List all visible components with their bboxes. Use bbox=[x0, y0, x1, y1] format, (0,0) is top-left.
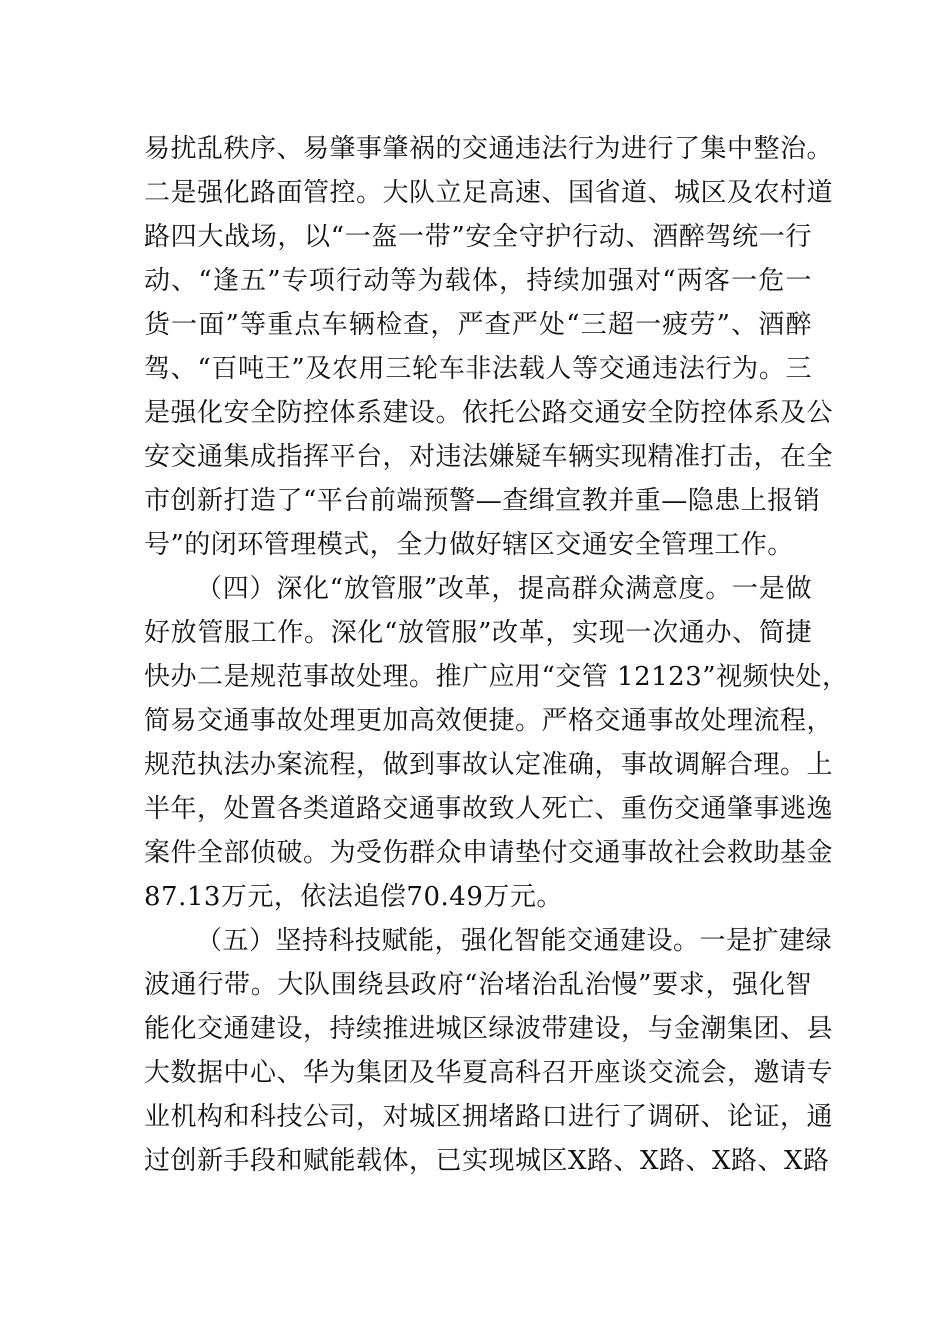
text-line: 动、“逢五”专项行动等为载体，持续加强对“两客一危一 bbox=[144, 266, 812, 296]
text-line: 路四大战场，以“一盔一带”安全守护行动、酒醉驾统一行 bbox=[144, 222, 812, 252]
text-line: 二是强化路面管控。大队立足高速、国省道、城区及农村道 bbox=[144, 178, 834, 208]
text-line: 大数据中心、华为集团及华夏高科召开座谈交流会，邀请专 bbox=[144, 1058, 834, 1088]
text-line: 规范执法办案流程，做到事故认定准确，事故调解合理。上 bbox=[144, 750, 834, 780]
text-line: 能化交通建设，持续推进城区绿波带建设，与金潮集团、县 bbox=[144, 1014, 834, 1044]
text-line: 易扰乱秩序、易肇事肇祸的交通违法行为进行了集中整治。 bbox=[144, 134, 834, 164]
text-line: 好放管服工作。深化“放管服”改革，实现一次通办、简捷 bbox=[144, 618, 812, 648]
section-heading-line: （五）坚持科技赋能，强化智能交通建设。一是扩建绿 bbox=[196, 926, 833, 956]
text-line: 简易交通事故处理更加高效便捷。严格交通事故处理流程， bbox=[144, 706, 834, 736]
text-line: 快办二是规范事故处理。推广应用“交管 12123”视频快处， bbox=[144, 662, 849, 692]
text-line: 驾、“百吨王”及农用三轮车非法载人等交通违法行为。三 bbox=[144, 354, 812, 384]
section-heading-line: （四）深化“放管服”改革，提高群众满意度。一是做 bbox=[196, 574, 812, 604]
text-line: 市创新打造了“平台前端预警—查缉宣教并重—隐患上报销 bbox=[144, 486, 821, 516]
text-line: 案件全部侦破。为受伤群众申请垫付交通事故社会救助基金 bbox=[144, 838, 834, 868]
text-line: 货一面”等重点车辆检查，严查严处“三超一疲劳”、酒醉 bbox=[144, 310, 812, 340]
text-line: 87.13万元，依法追偿70.49万元。 bbox=[144, 882, 563, 912]
text-line: 是强化安全防控体系建设。依托公路交通安全防控体系及公 bbox=[144, 398, 834, 428]
text-line: 号”的闭环管理模式，全力做好辖区交通安全管理工作。 bbox=[144, 530, 794, 560]
text-line: 波通行带。大队围绕县政府“治堵治乱治慢”要求，强化智 bbox=[144, 970, 812, 1000]
text-line: 业机构和科技公司，对城区拥堵路口进行了调研、论证，通 bbox=[144, 1102, 834, 1132]
text-line: 安交通集成指挥平台，对违法嫌疑车辆实现精准打击，在全 bbox=[144, 442, 834, 472]
text-line: 半年，处置各类道路交通事故致人死亡、重伤交通肇事逃逸 bbox=[144, 794, 834, 824]
text-line: 过创新手段和赋能载体，已实现城区X路、X路、X路、X路 bbox=[144, 1146, 830, 1176]
